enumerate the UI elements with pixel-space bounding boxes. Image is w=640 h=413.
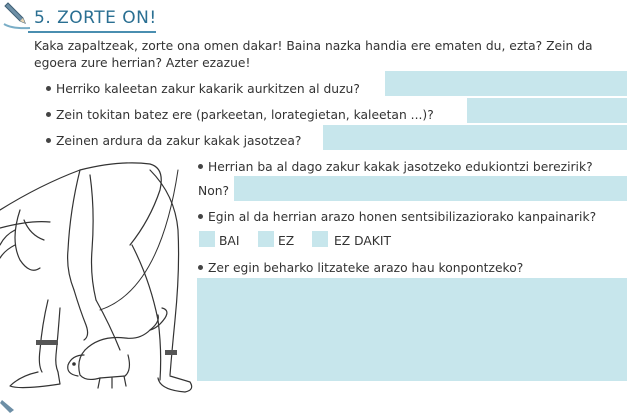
question-4 (198, 160, 593, 174)
checkbox-ez[interactable] (258, 231, 274, 247)
bullet (46, 138, 51, 143)
question-4-label: Herrian ba al dago zakur kakak jasotzeko edukiontzi berezirik? (208, 160, 593, 174)
title-underline (28, 31, 156, 33)
option-bai-label: BAI (219, 234, 240, 248)
intro-text: Kaka zapaltzeak, zorte ona omen dakar! Baina nazka handia ere ematen du, ezta? Zein da egoera zure herrian? Azter ezazue! (34, 39, 593, 70)
pencil-icon (0, 400, 20, 413)
checkbox-ez-dakit[interactable] (312, 231, 328, 247)
question-1-label: Herriko kaleetan zakur kakarik aurkitzen al duzu? (56, 82, 360, 96)
question-4-followup: Non? (198, 184, 230, 198)
option-ez-label: EZ (278, 234, 295, 248)
option-ez-dakit-label: EZ DAKIT (334, 234, 391, 248)
answer-field-1[interactable] (385, 71, 627, 96)
answer-field-6[interactable] (197, 278, 627, 381)
question-3 (46, 134, 301, 148)
answer-field-3[interactable] (323, 125, 627, 150)
question-2-label: Zein tokitan batez ere (parkeetan, lorategietan, kaleetan ...)? (56, 108, 434, 122)
page-title: 5. ZORTE ON! (34, 8, 157, 28)
question-6-label: Zer egin beharko litzateke arazo hau konpontzeko? (208, 261, 524, 275)
question-5-label: Egin al da herrian arazo honen sentsibilizaziorako kanpainarik? (208, 210, 597, 224)
person-with-dog-illustration (0, 150, 200, 405)
pencil-icon (2, 2, 32, 30)
bullet (46, 86, 51, 91)
question-2 (46, 108, 434, 122)
question-6 (198, 261, 523, 275)
bullet (46, 112, 51, 117)
question-1 (46, 82, 360, 96)
answer-field-2[interactable] (467, 98, 627, 123)
question-5 (198, 210, 596, 224)
question-3-label: Zeinen ardura da zakur kakak jasotzea? (56, 134, 302, 148)
answer-field-4[interactable] (234, 176, 627, 201)
checkbox-bai[interactable] (199, 231, 215, 247)
